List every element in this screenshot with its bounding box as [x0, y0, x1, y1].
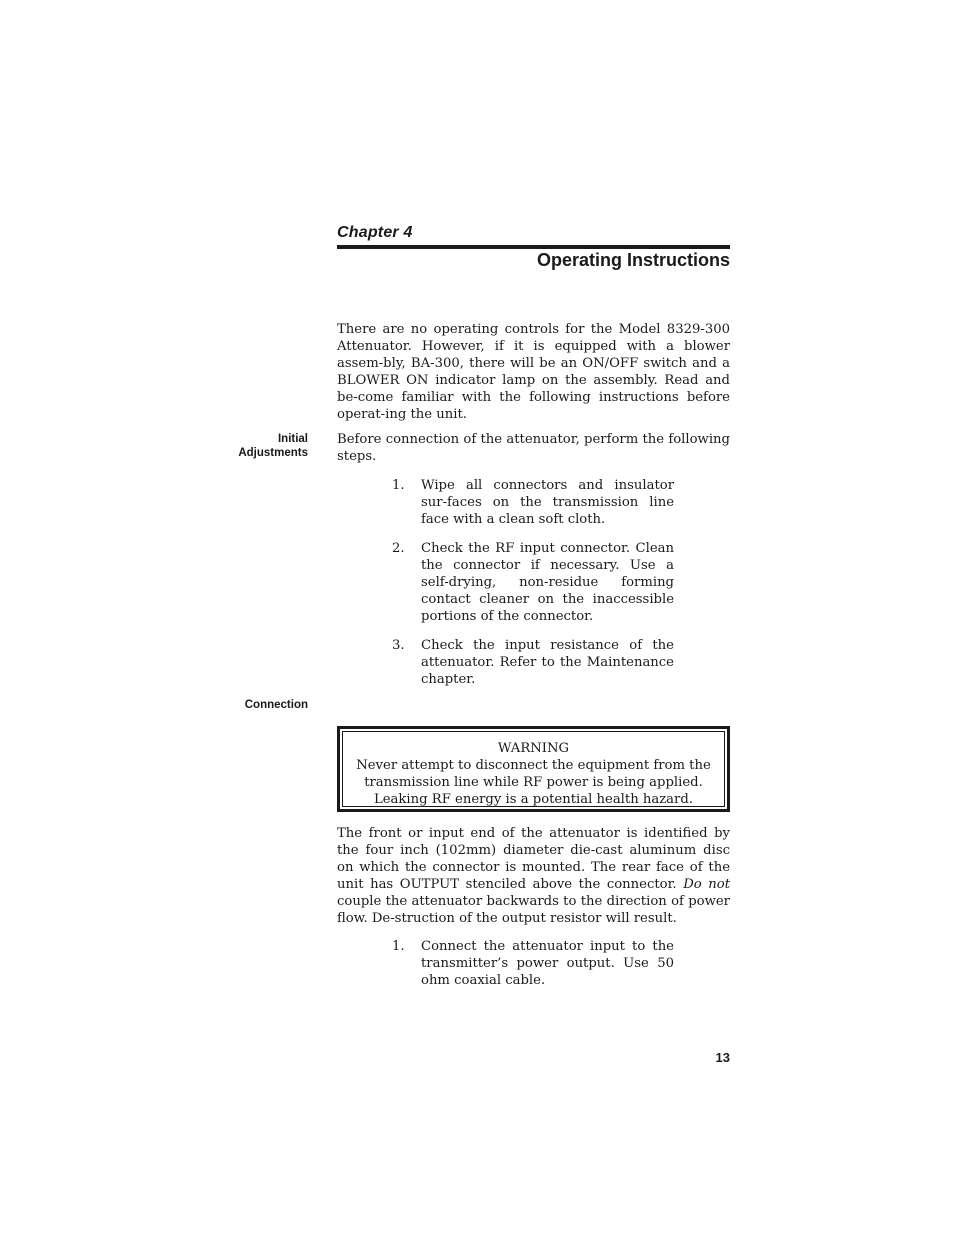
- list-item-number: 1.: [392, 939, 405, 954]
- side-heading-initial-adjustments: [238, 433, 308, 460]
- warning-box-inner: [342, 731, 725, 807]
- initial-adjustments-lead: Before connection of the attenuator, perform the following steps.: [337, 432, 730, 464]
- warning-text-line: transmission line while RF power is being applied.: [364, 775, 703, 790]
- list-item: [392, 637, 674, 688]
- list-item: [392, 477, 674, 528]
- chapter-label: Chapter 4: [337, 224, 413, 241]
- list-item-number: 2.: [392, 541, 405, 556]
- side-heading-line: Adjustments: [238, 446, 308, 459]
- list-item-text: Connect the attenuator input to the transmitter’s power output. Use 50 ohm coaxial cable.: [421, 939, 674, 988]
- warning-box: [337, 726, 730, 812]
- list-item-number: 3.: [392, 638, 405, 653]
- connection-paragraph: [337, 825, 730, 927]
- intro-paragraph: There are no operating controls for the Model 8329-300 Attenuator. However, if it is equipped with a blower assem-bly, BA-300, there will be an ON/OFF switch and a BLOWER ON indicator lamp on the assembly. Read and be-come familiar with the following instructions before operat-ing the unit.: [337, 322, 730, 422]
- list-item-text: Wipe all connectors and insulator sur-faces on the transmission line face with a clean soft cloth.: [421, 478, 674, 527]
- warning-title: WARNING: [497, 741, 570, 756]
- page-number: 13: [715, 1050, 730, 1065]
- warning-text-line: Never attempt to disconnect the equipment from the: [356, 758, 711, 773]
- list-item-text: Check the RF input connector. Clean the connector if necessary. Use a self-drying, non-residue forming contact cleaner on the inaccessible portions of the connector.: [421, 541, 674, 624]
- side-heading-line: Initial: [277, 433, 308, 445]
- connection-paragraph-text: The front or input end of the attenuator is identified by the four inch (102mm) diameter die-cast aluminum disc on which the connector is mounted. The rear face of the unit has OUTPUT stenciled above the connector.: [337, 826, 730, 892]
- chapter-title: Operating Instructions: [536, 250, 730, 270]
- chapter-divider-rule: [337, 245, 730, 249]
- warning-text-line: Leaking RF energy is a potential health hazard.: [374, 792, 693, 807]
- list-item-text: Check the input resistance of the attenuator. Refer to the Maintenance chapter.: [421, 638, 674, 687]
- list-item: [392, 540, 674, 625]
- side-heading-connection: Connection: [244, 699, 308, 711]
- connection-paragraph-text: couple the attenuator backwards to the direction of power flow. De-struction of the output resistor will result.: [337, 894, 730, 926]
- list-item-number: 1.: [392, 478, 405, 493]
- list-item: [392, 938, 674, 989]
- connection-paragraph-emphasis: Do not: [683, 877, 730, 892]
